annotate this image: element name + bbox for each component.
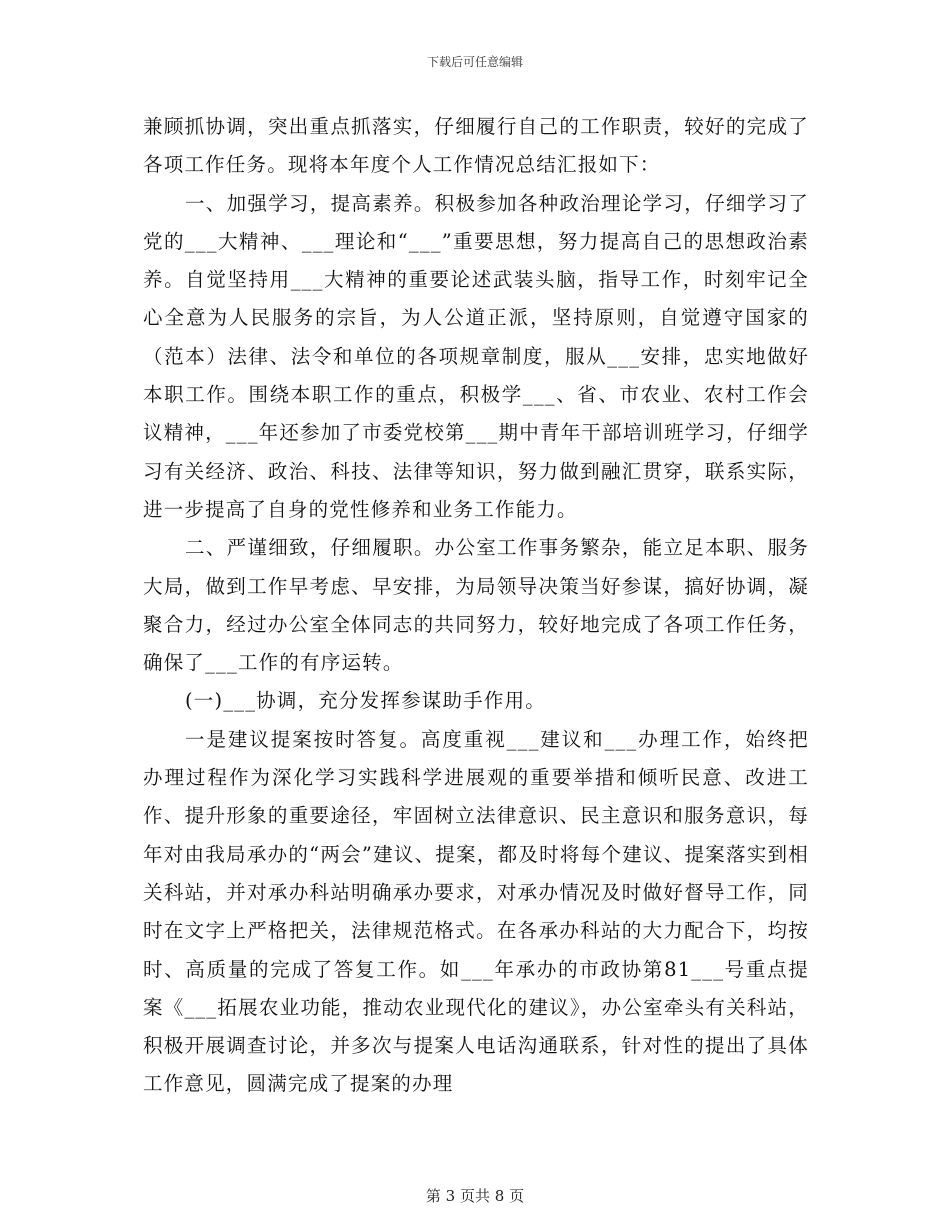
paragraph-continuation: 兼顾抓协调，突出重点抓落实，仔细履行自己的工作职责，较好的完成了各项工作任务。现将本年度个人工作情况总结汇报如下：: [143, 115, 809, 177]
paragraph-section-1: 一、加强学习，提高素养。积极参加各种政治理论学习，仔细学习了党的___大精神、___理论和“___”重要思想，努力提高自己的思想政治素养。自觉坚持用___大精神的重要论述武装头脑，指导工作，时刻牢记全心全意为人民服务的宗旨，为人公道正派，坚持原则，自觉遵守国家的（范本）法律、法令和单位的各项规章制度，服从___安排，忠实地做好本职工作。围绕本职工作的重点，积极学___、省、市农业、农村工作会议精神，___年还参加了市委党校第___期中青年干部培训班学习，仔细学习有关经济、政治、科技、法律等知识，努力做到融汇贯穿，联系实际，进一步提高了自身的党性修养和业务工作能力。: [143, 191, 810, 521]
page-number: 第 3 页共 8 页: [425, 1187, 525, 1205]
paragraph-item-1: 一是建议提案按时答复。高度重视___建议和___办理工作，始终把办理过程作为深化学习实践科学进展观的重要举措和倾听民意、改进工作、提升形象的重要途径，牢固树立法律意识、民主意识和服务意识，每年对由我局承办的“两会”建议、提案，都及时将每个建议、提案落实到相关科站，并对承办科站明确承办要求，对承办情况及时做好督导工作，同时在文字上严格把关，法律规范格式。在各承办科站的大力配合下，均按时、高质量的完成了答复工作。如___年承办的市政协第81___号重点提案《___拓展农业功能，推动农业现代化的建议》，办公室牵头有关科站，积极开展调查讨论，并多次与提案人电话沟通联系，针对性的提出了具体工作意见，圆满完成了提案的办理: [143, 727, 809, 1096]
paragraph-subsection-1: (一)___协调，充分发挥参谋助手作用。: [185, 689, 546, 713]
paragraph-section-2: 二、严谨细致，仔细履职。办公室工作事务繁杂，能立足本职、服务大局，做到工作早考虑、早安排，为局领导决策当好参谋，搞好协调，凝聚合力，经过办公室全体同志的共同努力，较好地完成了各项工作任务，确保了___工作的有序运转。: [143, 536, 809, 675]
document-body: [143, 108, 809, 1104]
page-header-note: 下载后可任意编辑: [426, 55, 523, 69]
